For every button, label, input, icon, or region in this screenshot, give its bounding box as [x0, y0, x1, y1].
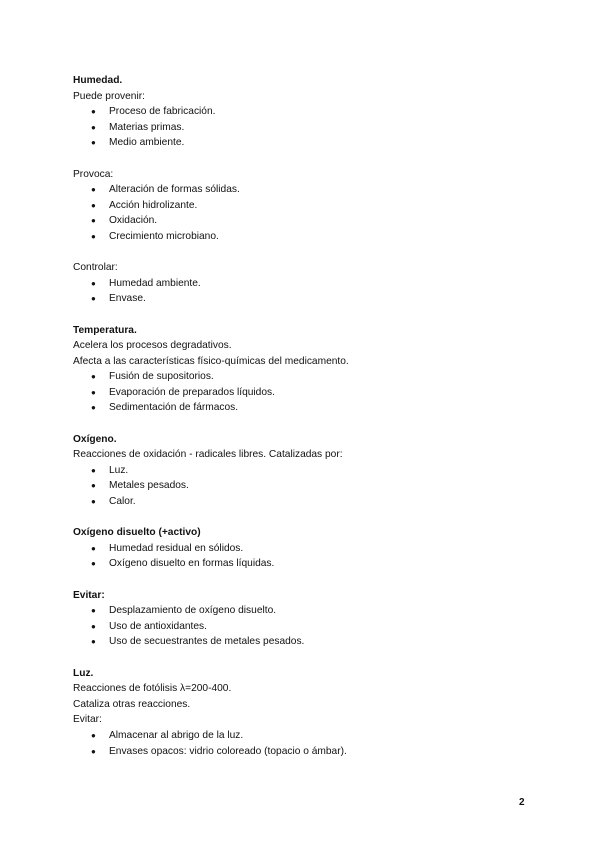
bullet-item: ● Metales pesados.	[91, 478, 553, 494]
paragraph-line: Afecta a las características físico-químicas del medicamento.	[73, 355, 349, 367]
bullet-item: ● Humedad ambiente.	[91, 276, 553, 292]
paragraph-line: Puede provenir:	[73, 90, 145, 102]
section-spacer	[73, 650, 553, 666]
paragraph-line: Acelera los procesos degradativos.	[73, 340, 232, 352]
bullet-item: ● Fusión de supositorios.	[91, 369, 553, 385]
bullet-list	[73, 104, 553, 151]
bullet-list	[73, 182, 553, 244]
section-spacer	[73, 151, 553, 167]
section-spacer	[73, 307, 553, 323]
paragraph-line: Evitar:	[73, 714, 102, 726]
section-heading: Evitar:	[73, 589, 105, 601]
bullet-list	[73, 728, 553, 759]
bullet-item: ● Oxígeno disuelto en formas líquidas.	[91, 556, 553, 572]
section-heading: Oxígeno disuelto (+activo)	[73, 527, 201, 539]
bullet-item: ● Sedimentación de fármacos.	[91, 400, 553, 416]
section-spacer	[73, 572, 553, 588]
bullet-item: ● Acción hidrolizante.	[91, 198, 553, 214]
bullet-item: ● Alteración de formas sólidas.	[91, 182, 553, 198]
bullet-item: ● Evaporación de preparados líquidos.	[91, 385, 553, 401]
bullet-item: ● Oxidación.	[91, 213, 553, 229]
section-spacer	[73, 245, 553, 261]
bullet-item: ● Luz.	[91, 463, 553, 479]
bullet-item: ● Uso de secuestrantes de metales pesados.	[91, 634, 553, 650]
section-heading: Temperatura.	[73, 324, 137, 336]
section-heading: Luz.	[73, 667, 94, 679]
paragraph-line: Provoca:	[73, 168, 114, 180]
bullet-item: ● Proceso de fabricación.	[91, 104, 553, 120]
section-heading: Humedad.	[73, 75, 123, 86]
bullet-item: ● Crecimiento microbiano.	[91, 229, 553, 245]
document-body	[73, 73, 553, 759]
bullet-item: ● Materias primas.	[91, 120, 553, 136]
bullet-list	[73, 369, 553, 416]
bullet-item: ● Calor.	[91, 494, 553, 510]
paragraph-line: Controlar:	[73, 262, 118, 274]
bullet-list	[73, 541, 553, 572]
section-spacer	[73, 510, 553, 526]
bullet-list	[73, 603, 553, 650]
bullet-list	[73, 463, 553, 510]
section-heading: Oxígeno.	[73, 433, 117, 445]
bullet-item: ● Desplazamiento de oxígeno disuelto.	[91, 603, 553, 619]
page-number: 2	[519, 797, 525, 808]
bullet-item: ● Almacenar al abrigo de la luz.	[91, 728, 553, 744]
paragraph-line: Reacciones de oxidación - radicales libres. Catalizadas por:	[73, 449, 343, 461]
section-spacer	[73, 416, 553, 432]
bullet-item: ● Envase.	[91, 291, 553, 307]
bullet-item: ● Envases opacos: vidrio coloreado (topacio o ámbar).	[91, 744, 553, 760]
paragraph-line: Reacciones de fotólisis λ=200-400.	[73, 683, 232, 695]
bullet-item: ● Uso de antioxidantes.	[91, 619, 553, 635]
bullet-list	[73, 276, 553, 307]
bullet-item: ● Medio ambiente.	[91, 135, 553, 151]
bullet-item: ● Humedad residual en sólidos.	[91, 541, 553, 557]
paragraph-line: Cataliza otras reacciones.	[73, 698, 191, 710]
